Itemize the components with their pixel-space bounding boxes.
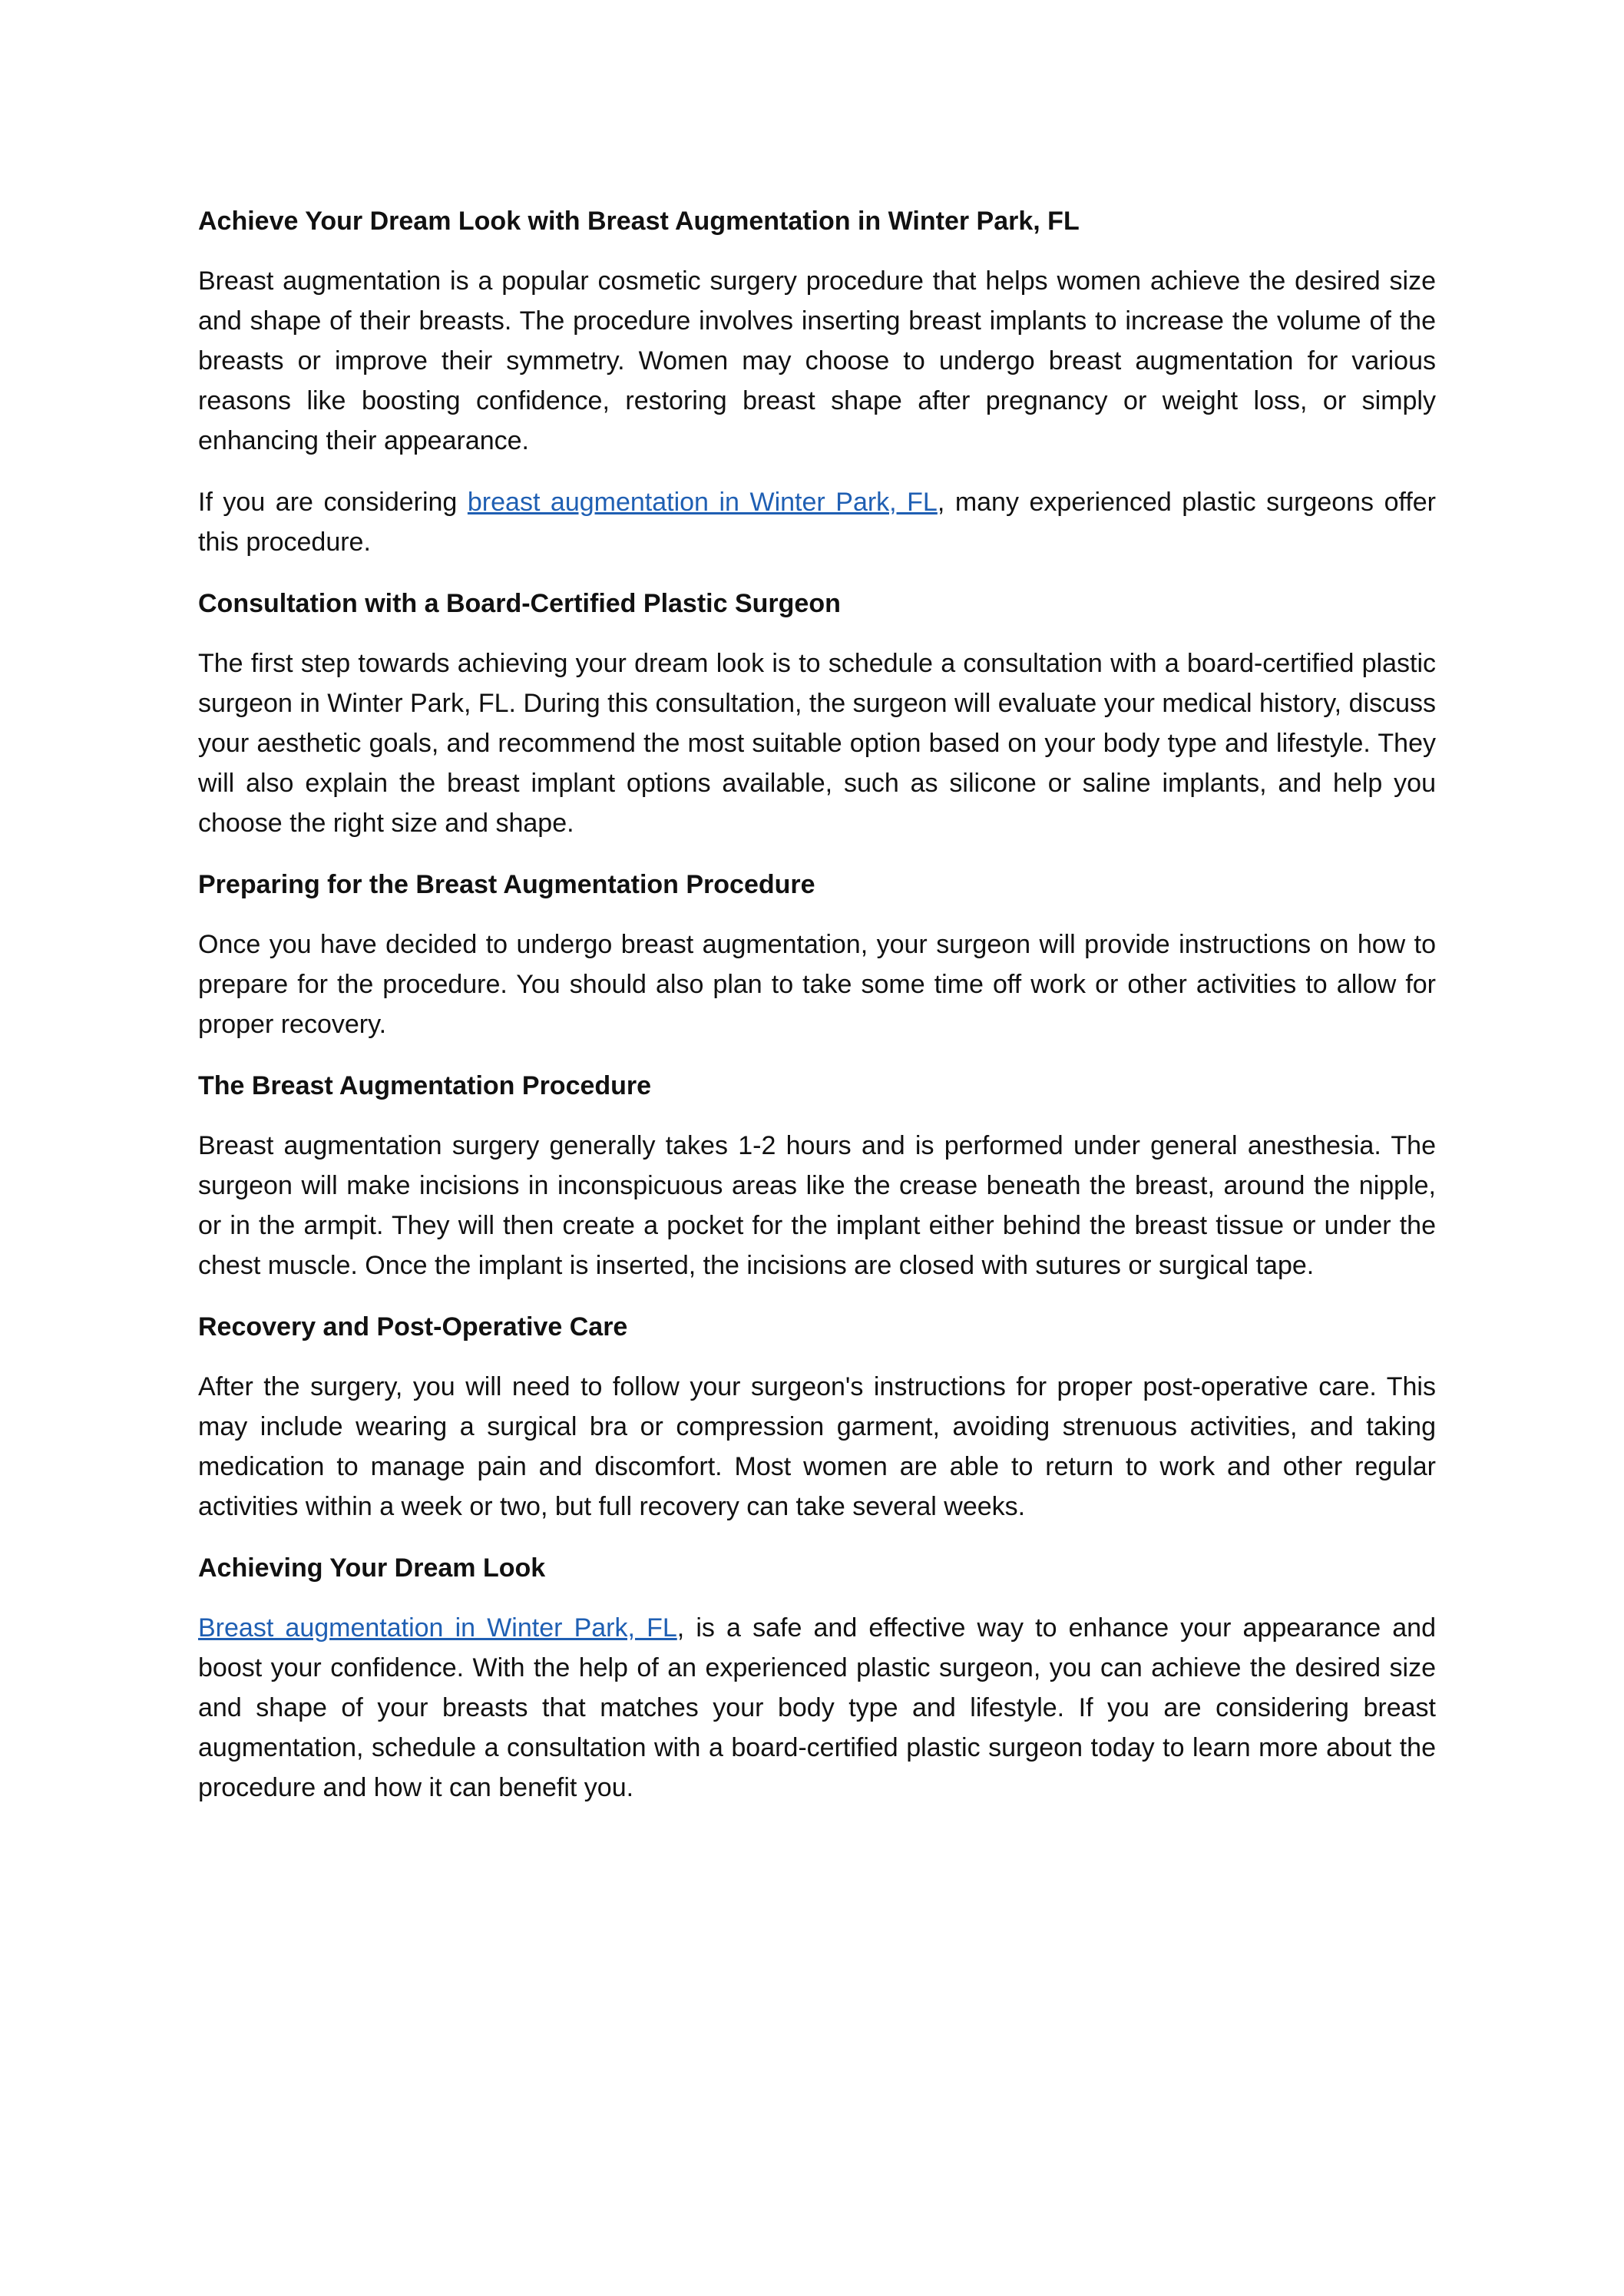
procedure-paragraph: Breast augmentation surgery generally takes 1-2 hours and is performed under general anesthesia. The surgeon will make incisions in inconspicuous areas like the crease beneath the breast, around the nipple, or in the armpit. They will then create a pocket for the implant either behind the breast tissue or under the chest muscle. Once the implant is inserted, the incisions are closed with sutures or surgical tape. bbox=[198, 1131, 1436, 1280]
achieving-heading: Achieving Your Dream Look bbox=[198, 1553, 546, 1583]
recovery-heading: Recovery and Post-Operative Care bbox=[198, 1312, 628, 1342]
breast-augmentation-link[interactable]: breast augmentation in Winter Park, FL bbox=[467, 488, 938, 517]
intro-link-paragraph bbox=[198, 482, 1436, 562]
document-page bbox=[198, 201, 1436, 1829]
intro-text-after: , many experienced plastic surgeons offer this procedure. bbox=[198, 488, 1437, 557]
preparing-paragraph: Once you have decided to undergo breast augmentation, your surgeon will provide instructions on how to prepare for the procedure. You should also plan to take some time off work or other activities to allow for proper recovery. bbox=[198, 930, 1436, 1039]
achieving-text: , is a safe and effective way to enhance your appearance and boost your confidence. With the help of an experienced plastic surgeon, you can achieve the desired size and shape of your breasts that matches your body type and lifestyle. If you are considering breast augmentation, schedule a consultation with a board-certified plastic surgeon today to learn more about the procedure and how it can benefit you. bbox=[198, 1613, 1436, 1802]
document-title: Achieve Your Dream Look with Breast Augmentation in Winter Park, FL bbox=[198, 207, 1080, 236]
preparing-heading: Preparing for the Breast Augmentation Procedure bbox=[198, 870, 815, 899]
consultation-heading: Consultation with a Board-Certified Plastic Surgeon bbox=[198, 589, 841, 618]
consultation-paragraph: The first step towards achieving your dream look is to schedule a consultation with a board-certified plastic surgeon in Winter Park, FL. During this consultation, the surgeon will evaluate your medical history, discuss your aesthetic goals, and recommend the most suitable option based on your body type and lifestyle. They will also explain the breast implant options available, such as silicone or saline implants, and help you choose the right size and shape. bbox=[198, 649, 1436, 838]
procedure-heading: The Breast Augmentation Procedure bbox=[198, 1071, 652, 1100]
intro-paragraph: Breast augmentation is a popular cosmetic surgery procedure that helps women achieve the desired size and shape of their breasts. The procedure involves inserting breast implants to increase the volume of the breasts or improve their symmetry. Women may choose to undergo breast augmentation for various reasons like boosting confidence, restoring breast shape after pregnancy or weight loss, or simply enhancing their appearance. bbox=[198, 266, 1436, 455]
intro-text-before: If you are considering bbox=[198, 488, 468, 517]
achieving-paragraph bbox=[198, 1608, 1436, 1808]
breast-augmentation-link-2[interactable]: Breast augmentation in Winter Park, FL bbox=[198, 1613, 677, 1643]
recovery-paragraph: After the surgery, you will need to follow your surgeon's instructions for proper post-operative care. This may include wearing a surgical bra or compression garment, avoiding strenuous activities, and taking medication to manage pain and discomfort. Most women are able to return to work and other regular activities within a week or two, but full recovery can take several weeks. bbox=[198, 1372, 1436, 1521]
